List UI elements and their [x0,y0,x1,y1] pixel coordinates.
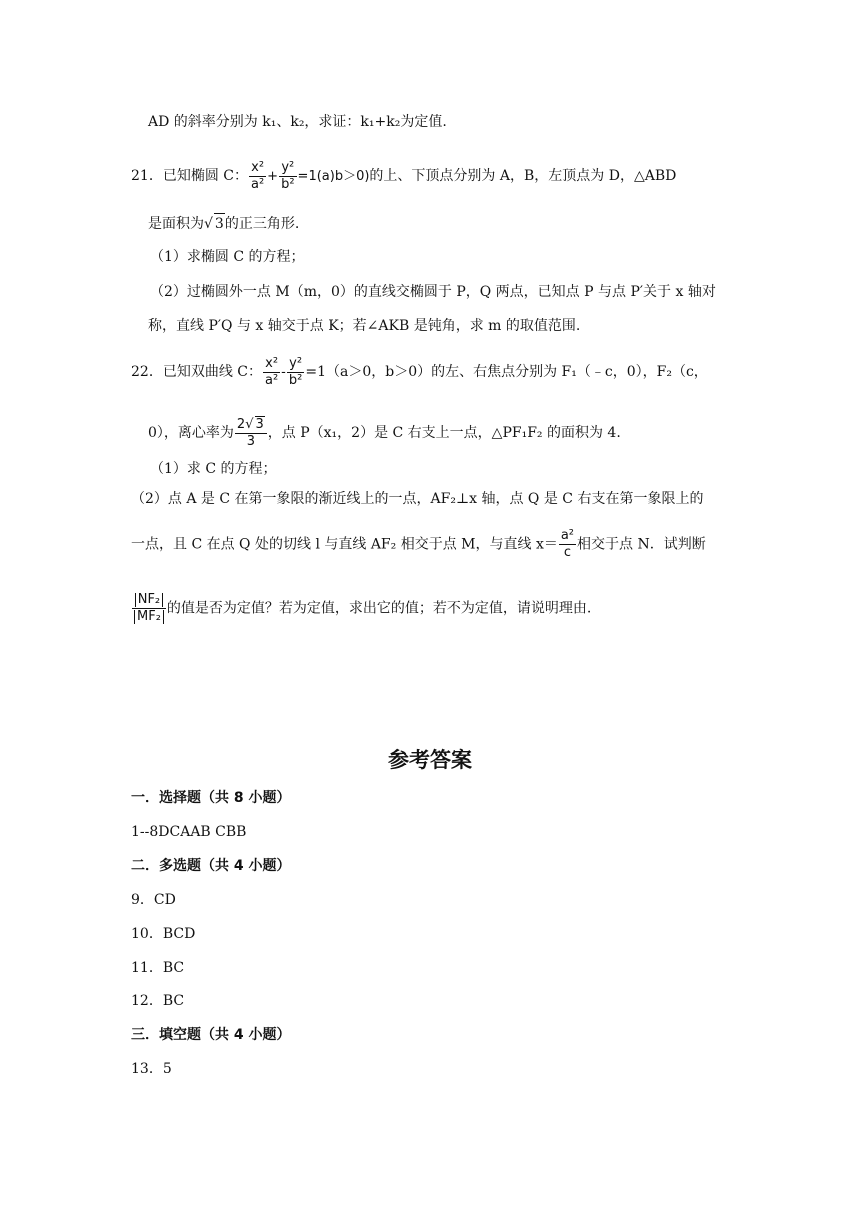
q20-tail-line [148,112,447,132]
section-multi-heading: 二．多选题（共 4 小题） [131,858,291,874]
q21-line-1 [131,160,676,193]
q21-part-1: （1）求椭圆 C 的方程； [150,249,305,265]
fraction-y2-b2: $\frac{\text{y²}}{\text{b²}}$ [281,160,295,192]
fraction-x2-a2: $\frac{\text{x²}}{\text{a²}}$ [250,160,265,192]
answer-1-8: 1--8DCAAB CBB [131,824,247,840]
q21-intro: 21．已知椭圆 C： [131,168,248,184]
answer-12: 12．BC [131,993,185,1009]
q22-hyperbola-equation: $\frac{\text{x²}}{\text{a²}}$ - $\frac{\text{y²}}{\text{b²}}$ [264,356,303,388]
answer-13: 13．5 [131,1061,172,1077]
fraction-a2-c: $\frac{\text{a²}}{c}$ [560,528,575,560]
answer-10: 10．BCD [131,926,196,942]
sqrt-3: √ 3 [204,216,225,232]
q22-part-1: （1）求 C 的方程； [150,461,277,477]
fraction-eccentricity: $\frac{2√ 3}{3}$ [235,416,267,450]
q21-line-2: 是面积为√ 3的正三角形. [148,213,299,234]
q21-part-2b: 称，直线 P′Q 与 x 轴交于点 K；若∠AKB 是钝角，求 m 的取值范围. [148,318,581,334]
fraction-nf2-mf2: $\frac{\text{NF₂}}{\text{MF₂}}$ [132,592,166,625]
q22-line-2: 0），离心率为 $\frac{2√ 3}{3}$ ，点 P（x₁，2）是 C 右支上一点，△PF₁F₂ 的面积为 4. [148,417,621,449]
q22-part-2b: 一点，且 C 在点 Q 处的切线 l 与直线 AF₂ 相交于点 M，与直线 x＝ $\frac{\text{a²}}{c}$ 相交于点 N．试判断 [131,528,706,560]
q21-ellipse-equation: $\frac{\text{x²}}{\text{a²}}$ + $\frac{\text{y²}}{\text{b²}}$ =1(a)b＞0) [250,160,370,192]
section-fill-heading: 三．填空题（共 4 小题） [131,1027,291,1043]
fraction-x2-a2-h: $\frac{\text{x²}}{\text{a²}}$ [264,356,279,388]
answers-title: 参考答案 [388,748,472,772]
section-choice-heading: 一．选择题（共 8 小题） [131,790,291,806]
q22-line-1: 22．已知双曲线 C： $\frac{\text{x²}}{\text{a²}}$ - $\frac{\text{y²}}{\text{b²}}$ =1（a＞0，b＞0）的左、右焦点分别为 F₁（﹣c，0），F₂（c， [131,356,708,388]
answer-11: 11．BC [131,960,185,976]
q22-part-2c: $\frac{\text{NF₂}}{\text{MF₂}}$ 的值是否为定值？若为定值，求出它的值；若不为定值，请说明理由. [131,592,591,625]
q21-part-2a: （2）过椭圆外一点 M（m，0）的直线交椭圆于 P，Q 两点，已知点 P 与点 P′关于 x 轴对 [150,284,716,300]
q21-intro-rest: 的上、下顶点分别为 A，B，左顶点为 D，△ABD [369,168,677,184]
answer-9: 9．CD [131,892,176,908]
q20-tail-text: AD 的斜率分别为 k₁、k₂，求证：k₁+k₂为定值. [148,114,447,130]
q22-part-2a: （2）点 A 是 C 在第一象限的渐近线上的一点，AF₂⊥x 轴，点 Q 是 C 右支在第一象限上的 [131,491,704,507]
fraction-y2-b2-h: $\frac{\text{y²}}{\text{b²}}$ [288,356,303,388]
